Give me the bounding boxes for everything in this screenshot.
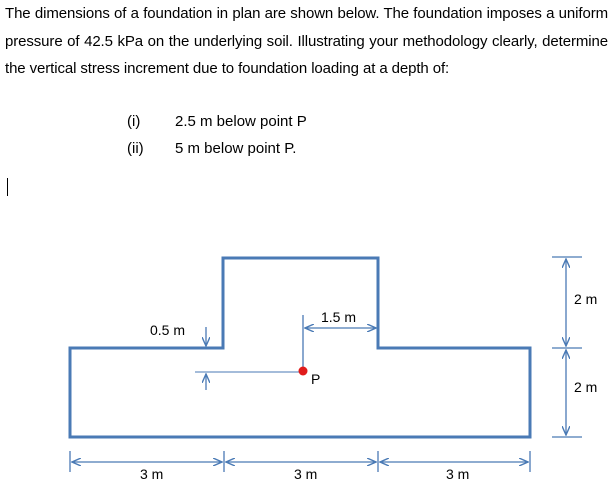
part-i-text: 2.5 m below point P bbox=[175, 113, 307, 130]
point-p-marker bbox=[299, 367, 308, 376]
label-point-p: P bbox=[311, 371, 321, 387]
part-ii-number: (ii) bbox=[127, 140, 144, 157]
label-width-right: 3 m bbox=[446, 466, 470, 482]
part-i-number: (i) bbox=[127, 113, 141, 130]
question-text: The dimensions of a foundation in plan are shown below. The foundation imposes a uniform pressure of 42.5 kPa on the underlying soil. Illustrating your methodology clearly, determine the vertical stress increment due to foundation loading at a depth of: bbox=[5, 5, 608, 77]
label-width-left: 3 m bbox=[140, 466, 164, 482]
label-offset: 0.5 m bbox=[150, 322, 186, 338]
label-upper-height: 2 m bbox=[574, 291, 598, 307]
label-width-middle: 3 m bbox=[294, 466, 318, 482]
label-lower-height: 2 m bbox=[574, 379, 598, 395]
label-p-to-edge: 1.5 m bbox=[321, 309, 357, 325]
part-ii-text: 5 m below point P. bbox=[175, 140, 297, 157]
foundation-outline bbox=[70, 258, 530, 437]
